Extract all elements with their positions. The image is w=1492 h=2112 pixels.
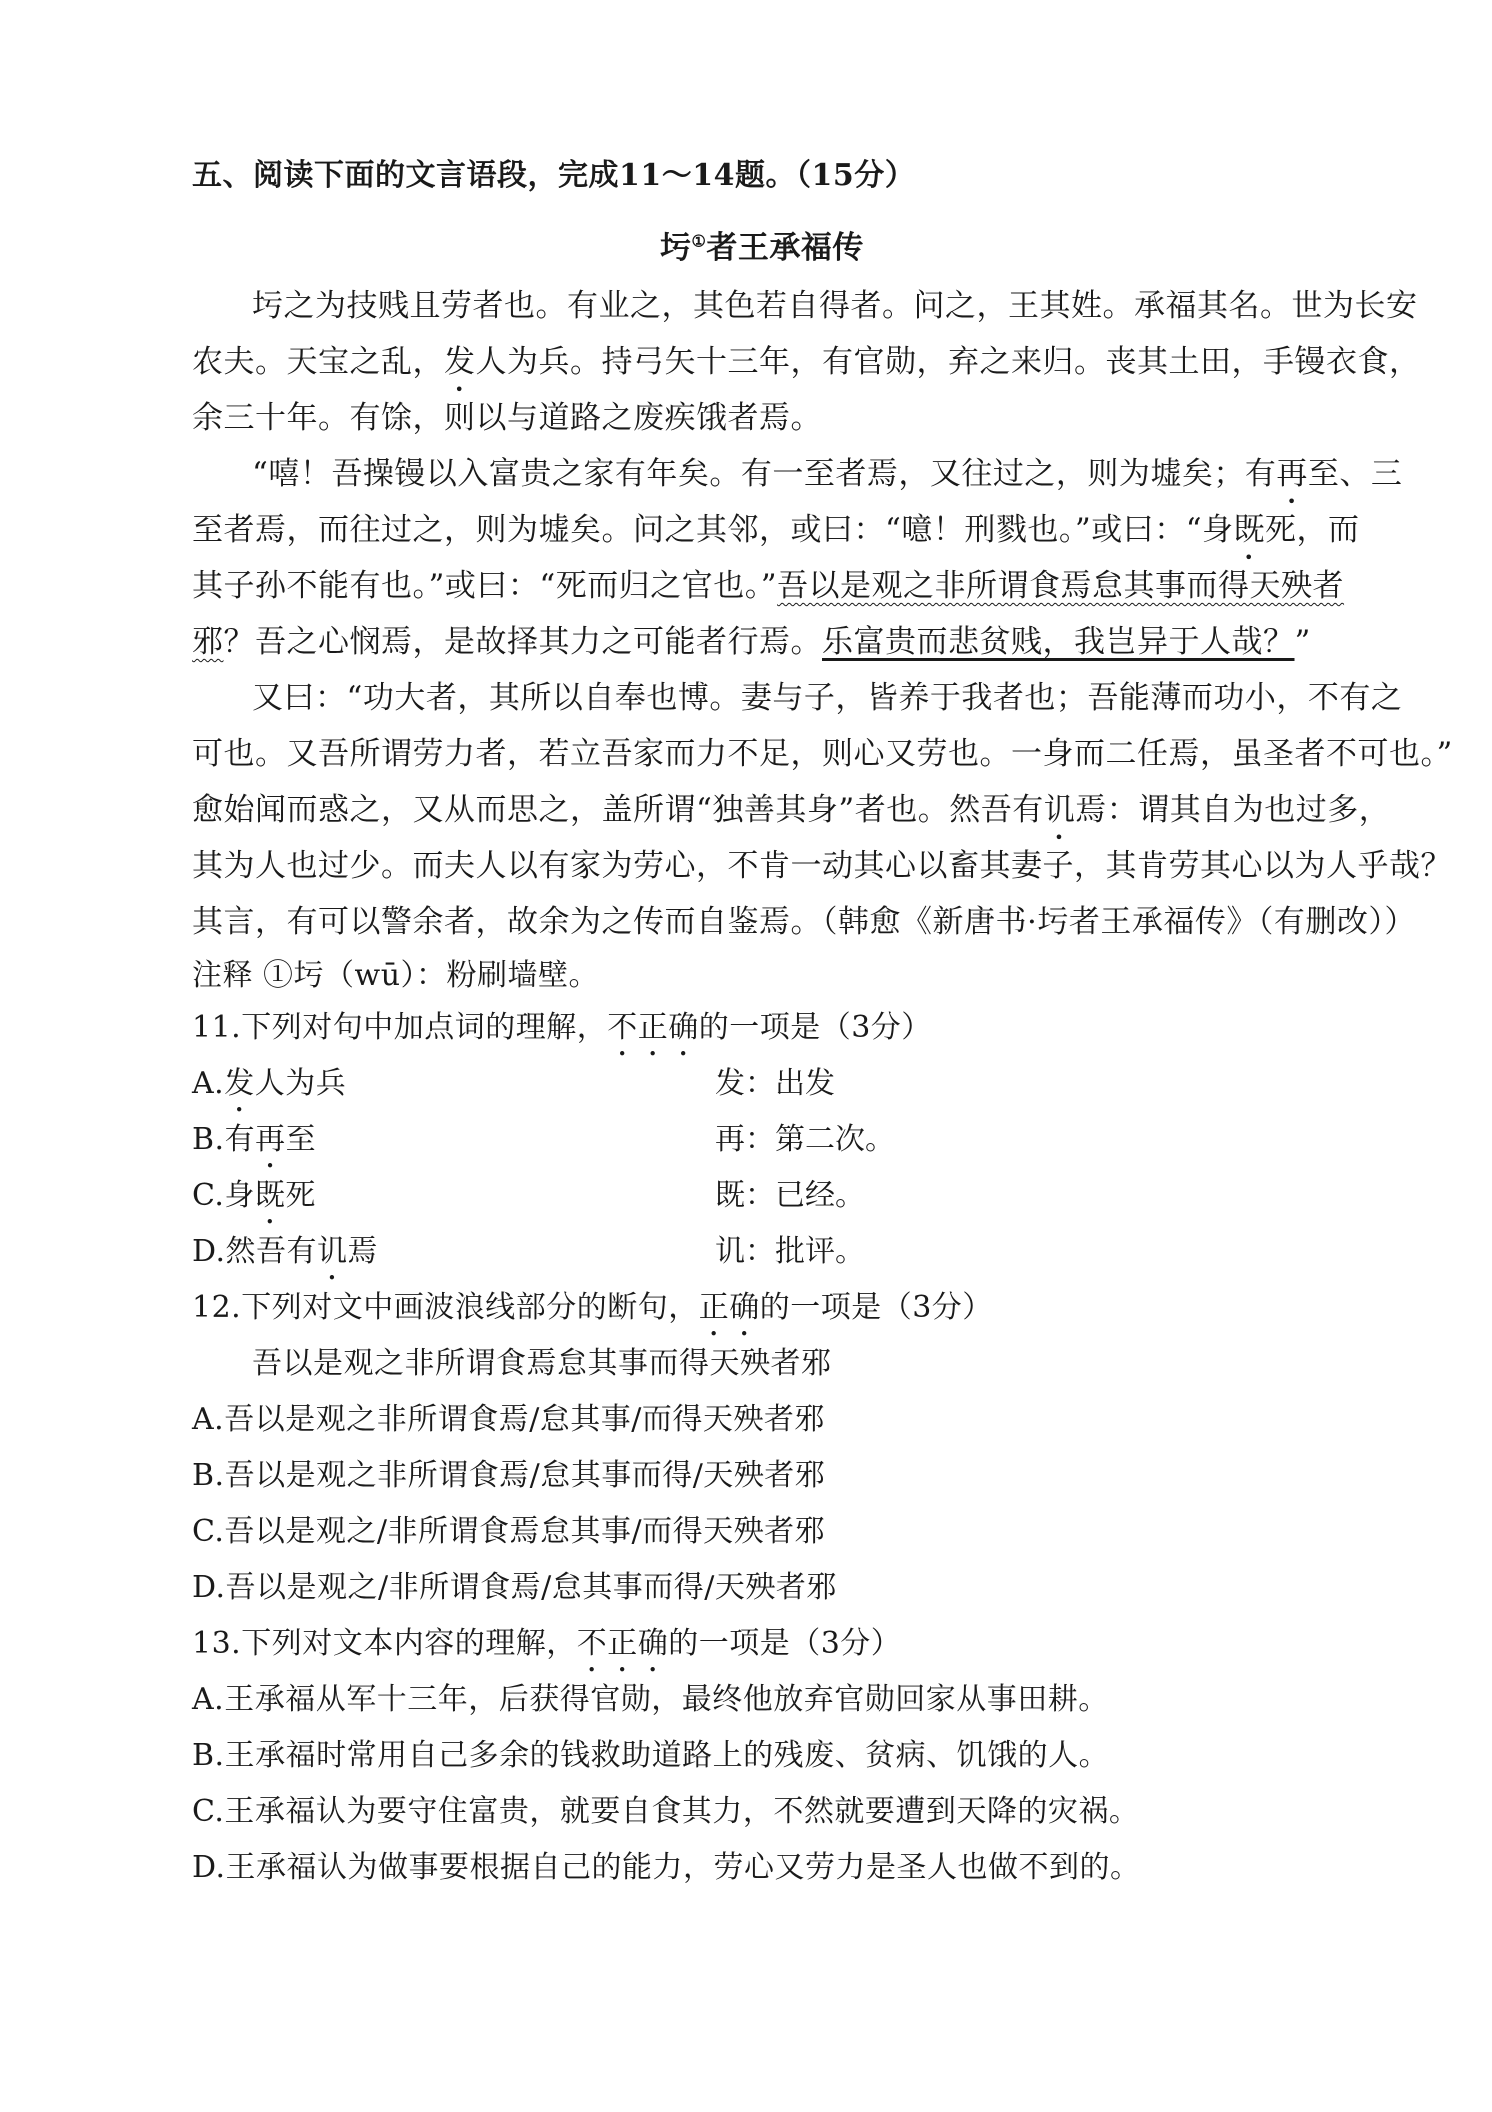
passage-p3-line3: 愈始闻而惑之，又从而思之，盖所谓“独善其身”者也。然吾有讥焉：谓其自为也过多， [192,792,1391,828]
question-11-option-c: C.身既死 [192,1178,316,1213]
passage-p3-line2: 可也。又吾所谓劳力者，若立吾家而力不足，则心又劳也。一身而二任焉，虽圣者不可也。” [192,736,1453,772]
wavy-underlined-text: 吾以是观之非所谓食焉怠其事而得天殃者 [777,568,1345,604]
question-13-stem: 13.下列对文本内容的理解，不正确的一项是（3分） [192,1626,902,1661]
question-12-option-c: C.吾以是观之/非所谓食焉怠其事/而得天殃者邪 [192,1514,826,1549]
passage-p3-line4: 其为人也过少。而夫人以有家为劳心，不肯一动其心以畜其妻子，其肯劳其心以为人乎哉？ [192,848,1452,884]
emphasis-word: 既 [1233,512,1266,548]
wavy-underlined-text: 邪 [192,624,224,660]
question-11-gloss-b: 再：第二次。 [715,1122,895,1157]
question-11-gloss-d: 讥：批评。 [715,1234,865,1269]
emphasis-word: 再 [1276,456,1308,492]
emphasis-word: 讥 [1043,792,1076,828]
emphasis-word: 发 [444,344,476,380]
footnote: 注释 ①圬（wū）：粉刷墙壁。 [192,958,600,993]
question-11-option-b: B.有再至 [192,1122,317,1157]
question-12-option-b: B.吾以是观之非所谓食焉/怠其事而得/天殃者邪 [192,1458,826,1493]
passage-p3-line1: 又曰：“功大者，其所以自奉也博。妻与子，皆养于我者也；吾能薄而功小，不有之 [252,680,1403,716]
passage-p2-line1: “嘻！吾操镘以入富贵之家有年矣。有一至者焉，又往过之，则为墟矣；有再至、三 [252,456,1403,492]
question-11-gloss-c: 既：已经。 [715,1178,865,1213]
section-header: 五、阅读下面的文言语段，完成11～14题。（15分） [192,158,916,193]
question-12-stem: 12.下列对文中画波浪线部分的断句，正确的一项是（3分） [192,1290,993,1325]
question-13-option-d: D.王承福认为做事要根据自己的能力，劳心又劳力是圣人也做不到的。 [192,1850,1141,1885]
question-11-stem: 11.下列对句中加点词的理解，不正确的一项是（3分） [192,1010,932,1045]
passage-p1-line2: 农夫。天宝之乱，发人为兵。持弓矢十三年，有官勋，弃之来归。丧其土田，手镘衣食， [192,344,1421,380]
passage-p2-line4: 邪？吾之心悯焉，是故择其力之可能者行焉。乐富贵而悲贫贱，我岂异于人哉？” [192,624,1311,660]
question-12-option-d: D.吾以是观之/非所谓食焉/怠其事而得/天殃者邪 [192,1570,837,1605]
question-13-option-a: A.王承福从军十三年，后获得官勋，最终他放弃官勋回家从事田耕。 [192,1682,1109,1717]
question-13-option-b: B.王承福时常用自己多余的钱救助道路上的残废、贫病、饥饿的人。 [192,1738,1110,1773]
passage-p1-line3: 余三十年。有馀，则以与道路之废疾饿者焉。 [192,400,822,436]
passage-p2-line2: 至者焉，而往过之，则为墟矣。问之其邻，或曰：“噫！刑戮也。”或曰：“身既死，而 [192,512,1360,548]
question-12-option-a: A.吾以是观之非所谓食焉/怠其事/而得天殃者邪 [192,1402,825,1437]
passage-title: 圬①者王承福传 [660,230,864,266]
question-12-quote: 吾以是观之非所谓食焉怠其事而得天殃者邪 [252,1346,832,1381]
question-11-option-d: D.然吾有讥焉 [192,1234,379,1269]
underlined-sentence: 乐富贵而悲贫贱，我岂异于人哉？ [822,624,1295,660]
question-11-gloss-a: 发：出发 [715,1066,835,1101]
question-11-option-a: A.发人为兵 [192,1066,347,1101]
question-13-option-c: C.王承福认为要守住富贵，就要自食其力，不然就要遭到天降的灾祸。 [192,1794,1140,1829]
passage-p1-line1: 圬之为技贱且劳者也。有业之，其色若自得者。问之，王其姓。承福其名。世为长安 [252,288,1418,324]
passage-p3-line5: 其言，有可以警余者，故余为之传而自鉴焉。（韩愈《新唐书·圬者王承福传》（有删改）） [192,904,1416,940]
passage-p2-line3: 其子孙不能有也。”或曰：“死而归之官也。”吾以是观之非所谓食焉怠其事而得天殃者 [192,568,1345,604]
